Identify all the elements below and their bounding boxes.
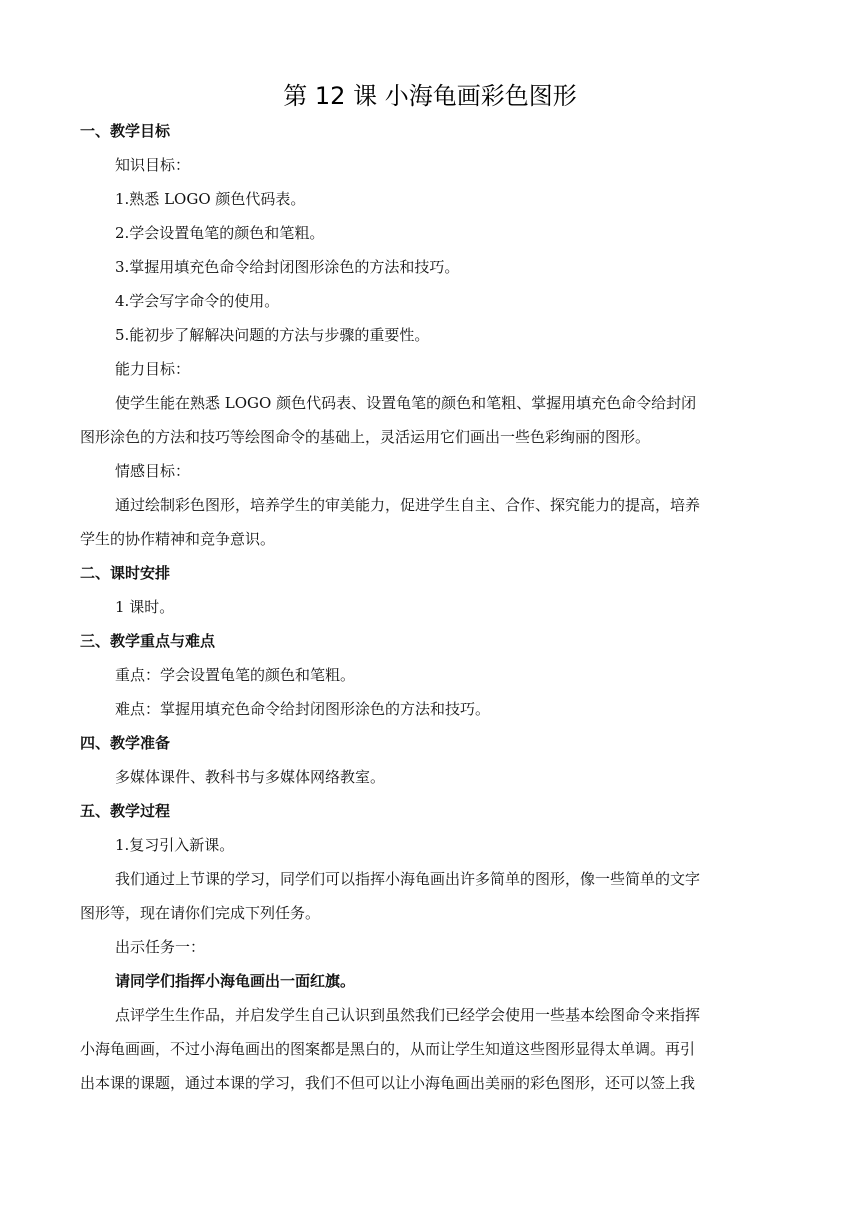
preparation-text: 多媒体课件、教科书与多媒体网络教室。 [115, 768, 386, 786]
knowledge-item: 4.学会写字命令的使用。 [115, 292, 280, 310]
comment-paragraph-line: 点评学生生作品，并启发学生自己认识到虽然我们已经学会使用一些基本绘图命令来指挥 [115, 1006, 701, 1024]
knowledge-item: 1.熟悉 LOGO 颜色代码表。 [115, 190, 306, 208]
ability-paragraph-line: 图形涂色的方法和技巧等绘图命令的基础上，灵活运用它们画出一些色彩绚丽的图形。 [80, 428, 651, 446]
emotion-paragraph-line: 通过绘制彩色图形，培养学生的审美能力，促进学生自主、合作、探究能力的提高，培养 [115, 496, 701, 514]
task-label: 出示任务一： [115, 938, 206, 956]
knowledge-item: 2.学会设置龟笔的颜色和笔粗。 [115, 224, 325, 242]
ability-objectives-label: 能力目标： [115, 360, 191, 378]
difficult-point-text: 难点：掌握用填充色命令给封闭图形涂色的方法和技巧。 [115, 700, 491, 718]
section-heading-process: 五、教学过程 [80, 802, 171, 820]
knowledge-item: 3.掌握用填充色命令给封闭图形涂色的方法和技巧。 [115, 258, 460, 276]
process-step-label: 1.复习引入新课。 [115, 836, 235, 854]
section-heading-key-points: 三、教学重点与难点 [80, 632, 216, 650]
section-heading-objectives: 一、教学目标 [80, 122, 171, 140]
comment-paragraph-line: 小海龟画画，不过小海龟画出的图案都是黑白的，从而让学生知道这些图形显得太单调。再引 [80, 1040, 696, 1058]
process-paragraph-line: 图形等，现在请你们完成下列任务。 [80, 904, 321, 922]
task-text: 请同学们指挥小海龟画出一面红旗。 [115, 972, 356, 990]
schedule-text: 1 课时。 [115, 598, 175, 616]
section-heading-schedule: 二、课时安排 [80, 564, 171, 582]
ability-paragraph-line: 使学生能在熟悉 LOGO 颜色代码表、设置龟笔的颜色和笔粗、掌握用填充色命令给封闭 [115, 394, 697, 412]
emotion-paragraph-line: 学生的协作精神和竞争意识。 [80, 530, 276, 548]
page-title: 第 12 课 小海龟画彩色图形 [283, 82, 577, 110]
knowledge-item: 5.能初步了解解决问题的方法与步骤的重要性。 [115, 326, 430, 344]
comment-paragraph-line: 出本课的课题，通过本课的学习，我们不但可以让小海龟画出美丽的彩色图形，还可以签上我 [80, 1074, 696, 1092]
knowledge-objectives-label: 知识目标： [115, 156, 191, 174]
section-heading-preparation: 四、教学准备 [80, 734, 171, 752]
key-point-text: 重点：学会设置龟笔的颜色和笔粗。 [115, 666, 356, 684]
emotion-objectives-label: 情感目标： [115, 462, 191, 480]
process-paragraph-line: 我们通过上节课的学习，同学们可以指挥小海龟画出许多简单的图形，像一些简单的文字 [115, 870, 701, 888]
